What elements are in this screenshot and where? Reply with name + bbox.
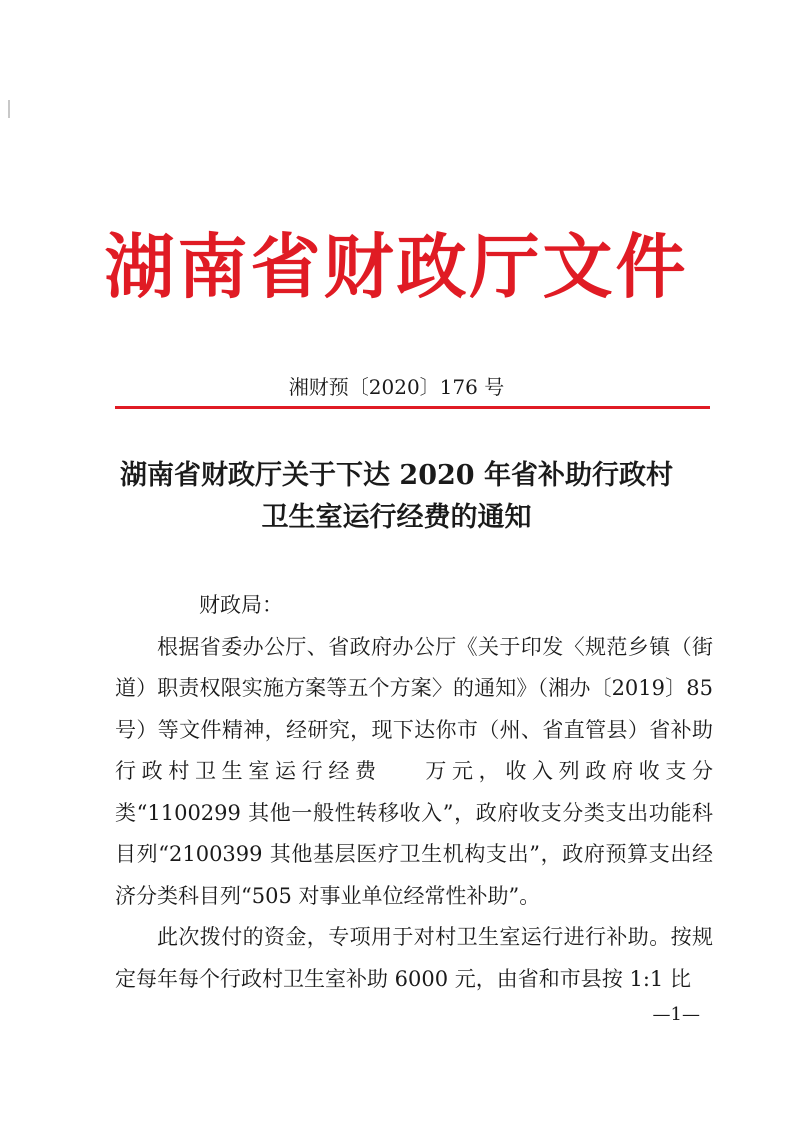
paragraph-1 (115, 627, 713, 918)
notice-title-line-1: 湖南省财政厅关于下达 2020 年省补助行政村 (120, 460, 673, 491)
document-number: 湘财预〔2020〕176 号 (288, 375, 505, 399)
paragraph-2: 此次拨付的资金，专项用于对村卫生室运行进行补助。按规定每年每个行政村卫生室补助 6000 元，由省和市县按 1:1 比 (115, 925, 713, 991)
paragraph-1-part-b: 万元，收入列政府收支分类“1100299 其他一般性转移收入”，政府收支分类支出功能科目列“2100399 其他基层医疗卫生机构支出”，政府预算支出经济分类科目列“505 对事业单位经常性补助”。 (115, 759, 714, 908)
page-number: —1— (652, 1004, 700, 1025)
notice-body (115, 585, 713, 1000)
scan-mark (8, 100, 10, 118)
red-divider-line (115, 406, 710, 409)
notice-title-line-2: 卫生室运行经费的通知 (261, 502, 532, 533)
notice-title (80, 455, 713, 539)
salutation: 财政局： (199, 593, 283, 617)
document-header-title: 湖南省财政厅文件 (104, 226, 689, 308)
paragraph-1-part-a: 根据省委办公厅、省政府办公厅《关于印发〈规范乡镇（街道）职责权限实施方案等五个方案〉的通知》（湘办〔2019〕85 号）等文件精神，经研究，现下达你市（州、省直管县）省补助行政村卫生室运行经费 (115, 634, 713, 783)
